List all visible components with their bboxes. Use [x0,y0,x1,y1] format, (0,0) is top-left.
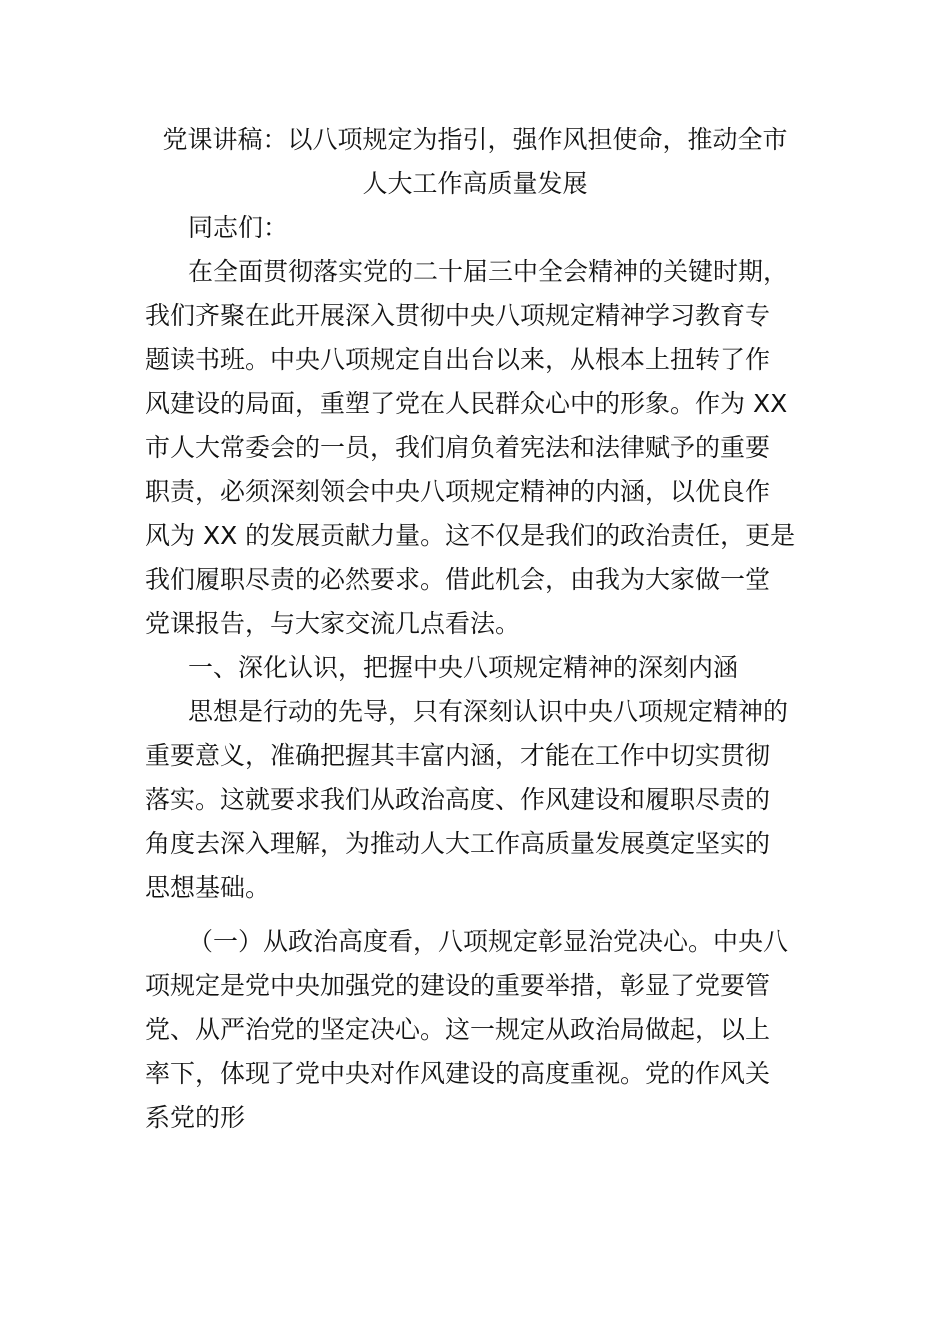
paragraph-line: 系党的形 [145,1103,246,1132]
paragraph-line: 落实。这就要求我们从政治高度、作风建设和履职尽责的 [145,785,771,814]
subsection-line: （一）从政治高度看，八项规定彰显治党决心。中央八 [188,927,789,956]
paragraph-line: 职责，必须深刻领会中央八项规定精神的内涵，以优良作 [145,477,771,506]
salutation: 同志们： [188,213,289,242]
paragraph-line: 党、从严治党的坚定决心。这一规定从政治局做起，以上 [145,1015,771,1044]
document-title-line-1: 党课讲稿：以八项规定为指引，强作风担使命，推动全市 [162,125,788,154]
paragraph-line: 风为 XX 的发展贡献力量。这不仅是我们的政治责任，更是 [145,521,796,550]
paragraph-line: 思想基础。 [145,873,271,902]
section-heading: 一、深化认识，把握中央八项规定精神的深刻内涵 [188,653,739,682]
document-title-line-2: 人大工作高质量发展 [362,169,588,198]
paragraph-line: 风建设的局面，重塑了党在人民群众心中的形象。作为 XX [145,389,788,418]
paragraph-line: 我们齐聚在此开展深入贯彻中央八项规定精神学习教育专 [145,301,771,330]
paragraph-line: 我们履职尽责的必然要求。借此机会，由我为大家做一堂 [145,565,771,594]
paragraph-line: 率下，体现了党中央对作风建设的高度重视。党的作风关 [145,1059,771,1088]
paragraph-line: 在全面贯彻落实党的二十届三中全会精神的关键时期， [188,257,789,286]
paragraph-line: 市人大常委会的一员，我们肩负着宪法和法律赋予的重要 [145,433,771,462]
paragraph-line: 党课报告，与大家交流几点看法。 [145,609,521,638]
paragraph-line: 项规定是党中央加强党的建设的重要举措，彰显了党要管 [145,971,771,1000]
paragraph-line: 思想是行动的先导，只有深刻认识中央八项规定精神的 [188,697,789,726]
paragraph-line: 角度去深入理解，为推动人大工作高质量发展奠定坚实的 [145,829,771,858]
paragraph-line: 题读书班。中央八项规定自出台以来，从根本上扭转了作 [145,345,771,374]
paragraph-line: 重要意义，准确把握其丰富内涵，才能在工作中切实贯彻 [145,741,771,770]
